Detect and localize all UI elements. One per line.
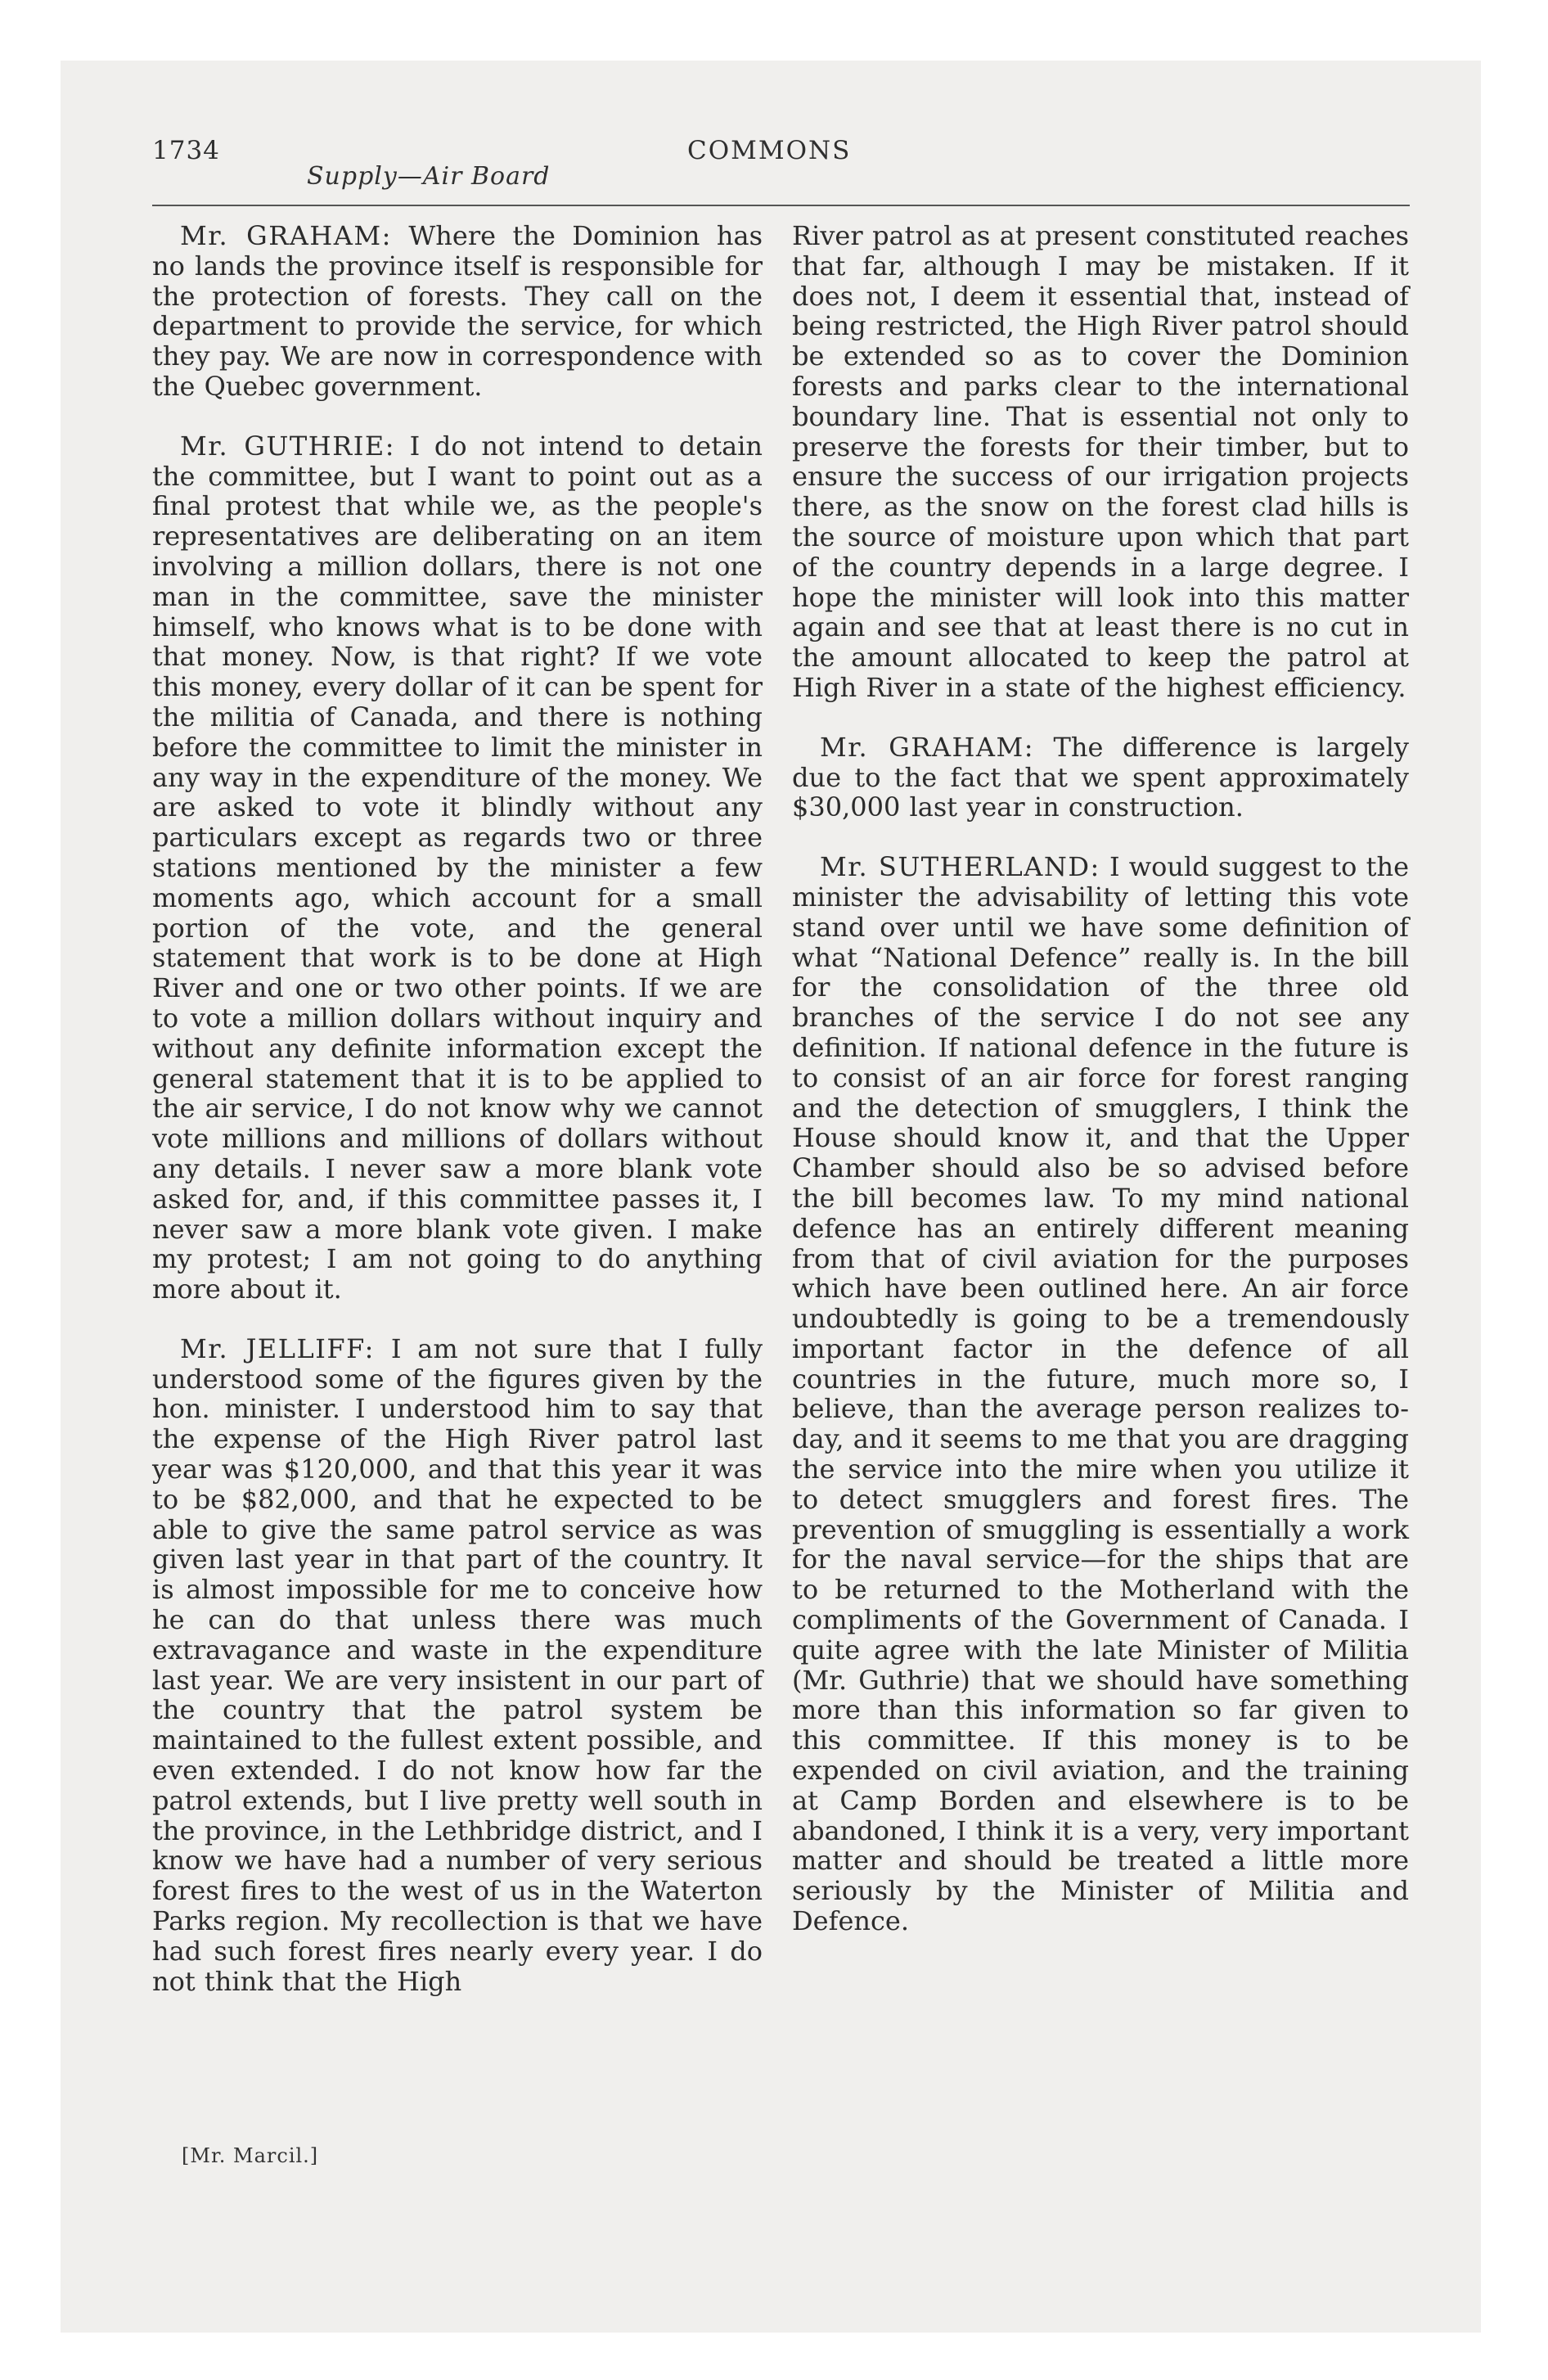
paragraph	[792, 852, 1409, 1936]
section-subtitle: Supply—Air Board	[307, 162, 551, 191]
page-number: 1734	[152, 136, 220, 165]
left-column	[152, 221, 763, 1996]
speaker-name: Mr. SUTHERLAND:	[820, 851, 1100, 883]
speaker-name: Mr. JELLIFF:	[180, 1332, 375, 1364]
paragraph-text: I am not sure that I fully understood some of the figures given by the hon. minister. I understood him to say that the expense of the High River patrol last year was $120,000, and that this year it was to be $82,000, and that he expected to be able to give the same patrol service as was given last year in that part of the country. It is almost impossible for me to conceive how he can do that unless there was much extravagance and waste in the expenditure last year. We are very insistent in our part of the country that the patrol system be maintained to the fullest extent possible, and even extended. I do not know how far the patrol extends, but I live pretty well south in the province, in the Lethbridge district, and I know we have had a number of very serious forest fires to the west of us in the Waterton Parks region. My recollection is that we have had such forest fires nearly every year. I do not think that the High	[152, 1332, 763, 1997]
paragraph-text: The difference is largely due to the fact that we spent approximately $30,000 last year in construction.	[792, 731, 1410, 823]
speaker-name: Mr. GUTHRIE:	[180, 430, 396, 462]
footer-note: [Mr. Marcil.]	[182, 2144, 319, 2167]
header-rule	[152, 205, 1410, 206]
paragraph	[792, 221, 1409, 703]
speaker-name: Mr. GRAHAM:	[820, 731, 1035, 763]
paragraph	[792, 732, 1409, 823]
paragraph	[152, 1334, 763, 1997]
right-column	[792, 221, 1409, 1936]
paragraph-text: I would suggest to the minister the advisability of letting this vote stand over until we have some definition of what “National Defence” really is. In the bill for the consolidation of the three old branches of the service I do not see any definition. If national defence in the future is to consist of an air force for forest ranging and the detection of smugglers, I think the House should know it, and that the Upper Chamber should also be so advised before the bill becomes law. To my mind national defence has an entirely different meaning from that of civil aviation for the purposes which have been outlined here. An air force undoubtedly is going to be a tremendously important factor in the defence of all countries in the future, much more so, I believe, than the average person realizes to-day, and it seems to me that you are dragging the service into the mire when you utilize it to detect smugglers and forest fires. The prevention of smuggling is essentially a work for the naval service—for the ships that are to be returned to the Motherland with the compliments of the Government of Canada. I quite agree with the late Minister of Militia (Mr. Guthrie) that we should have something more than this information so far given to this committee. If this money is to be expended on civil aviation, and the training at Camp Borden and elsewhere is to be abandoned, I think it is a very, very important matter and should be treated a little more seriously by the Minister of Militia and Defence.	[792, 851, 1410, 1937]
paragraph	[152, 221, 763, 402]
paragraph	[152, 431, 763, 1305]
running-head: COMMONS	[687, 136, 852, 165]
paragraph-text: River patrol as at present constituted reaches that far, although I may be mistaken. If it does not, I deem it essential that, instead of being restricted, the High River patrol should be extended so as to cover the Dominion forests and parks clear to the international boundary line. That is essential not only to preserve the forests for their timber, but to ensure the success of our irrigation projects there, as the snow on the forest clad hills is the source of moisture upon which that part of the country depends in a large degree. I hope the minister will look into this matter again and see that at least there is no cut in the amount allocated to keep the patrol at High River in a state of the highest efficiency.	[792, 220, 1409, 703]
paragraph-text: I do not intend to detain the committee, but I want to point out as a final protest that while we, as the people's representatives are deliberating on an item involving a million dollars, there is not one man in the committee, save the minister himself, who knows what is to be done with that money. Now, is that right? If we vote this money, every dollar of it can be spent for the militia of Canada, and there is nothing before the committee to limit the minister in any way in the expenditure of the money. We are asked to vote it blindly without any particulars except as regards two or three stations mentioned by the minister a few moments ago, which account for a small portion of the vote, and the general statement that work is to be done at High River and one or two other points. If we are to vote a million dollars without inquiry and without any definite information except the general statement that it is to be applied to the air service, I do not know why we cannot vote millions and millions of dollars without any details. I never saw a more blank vote asked for, and, if this committee passes it, I never saw a more blank vote given. I make my protest; I am not going to do anything more about it.	[152, 430, 763, 1305]
paragraph-text: Where the Dominion has no lands the province itself is responsible for the protection of forests. They call on the department to provide the service, for which they pay. We are now in correspondence with the Quebec government.	[152, 220, 763, 402]
speaker-name: Mr. GRAHAM:	[180, 220, 392, 251]
